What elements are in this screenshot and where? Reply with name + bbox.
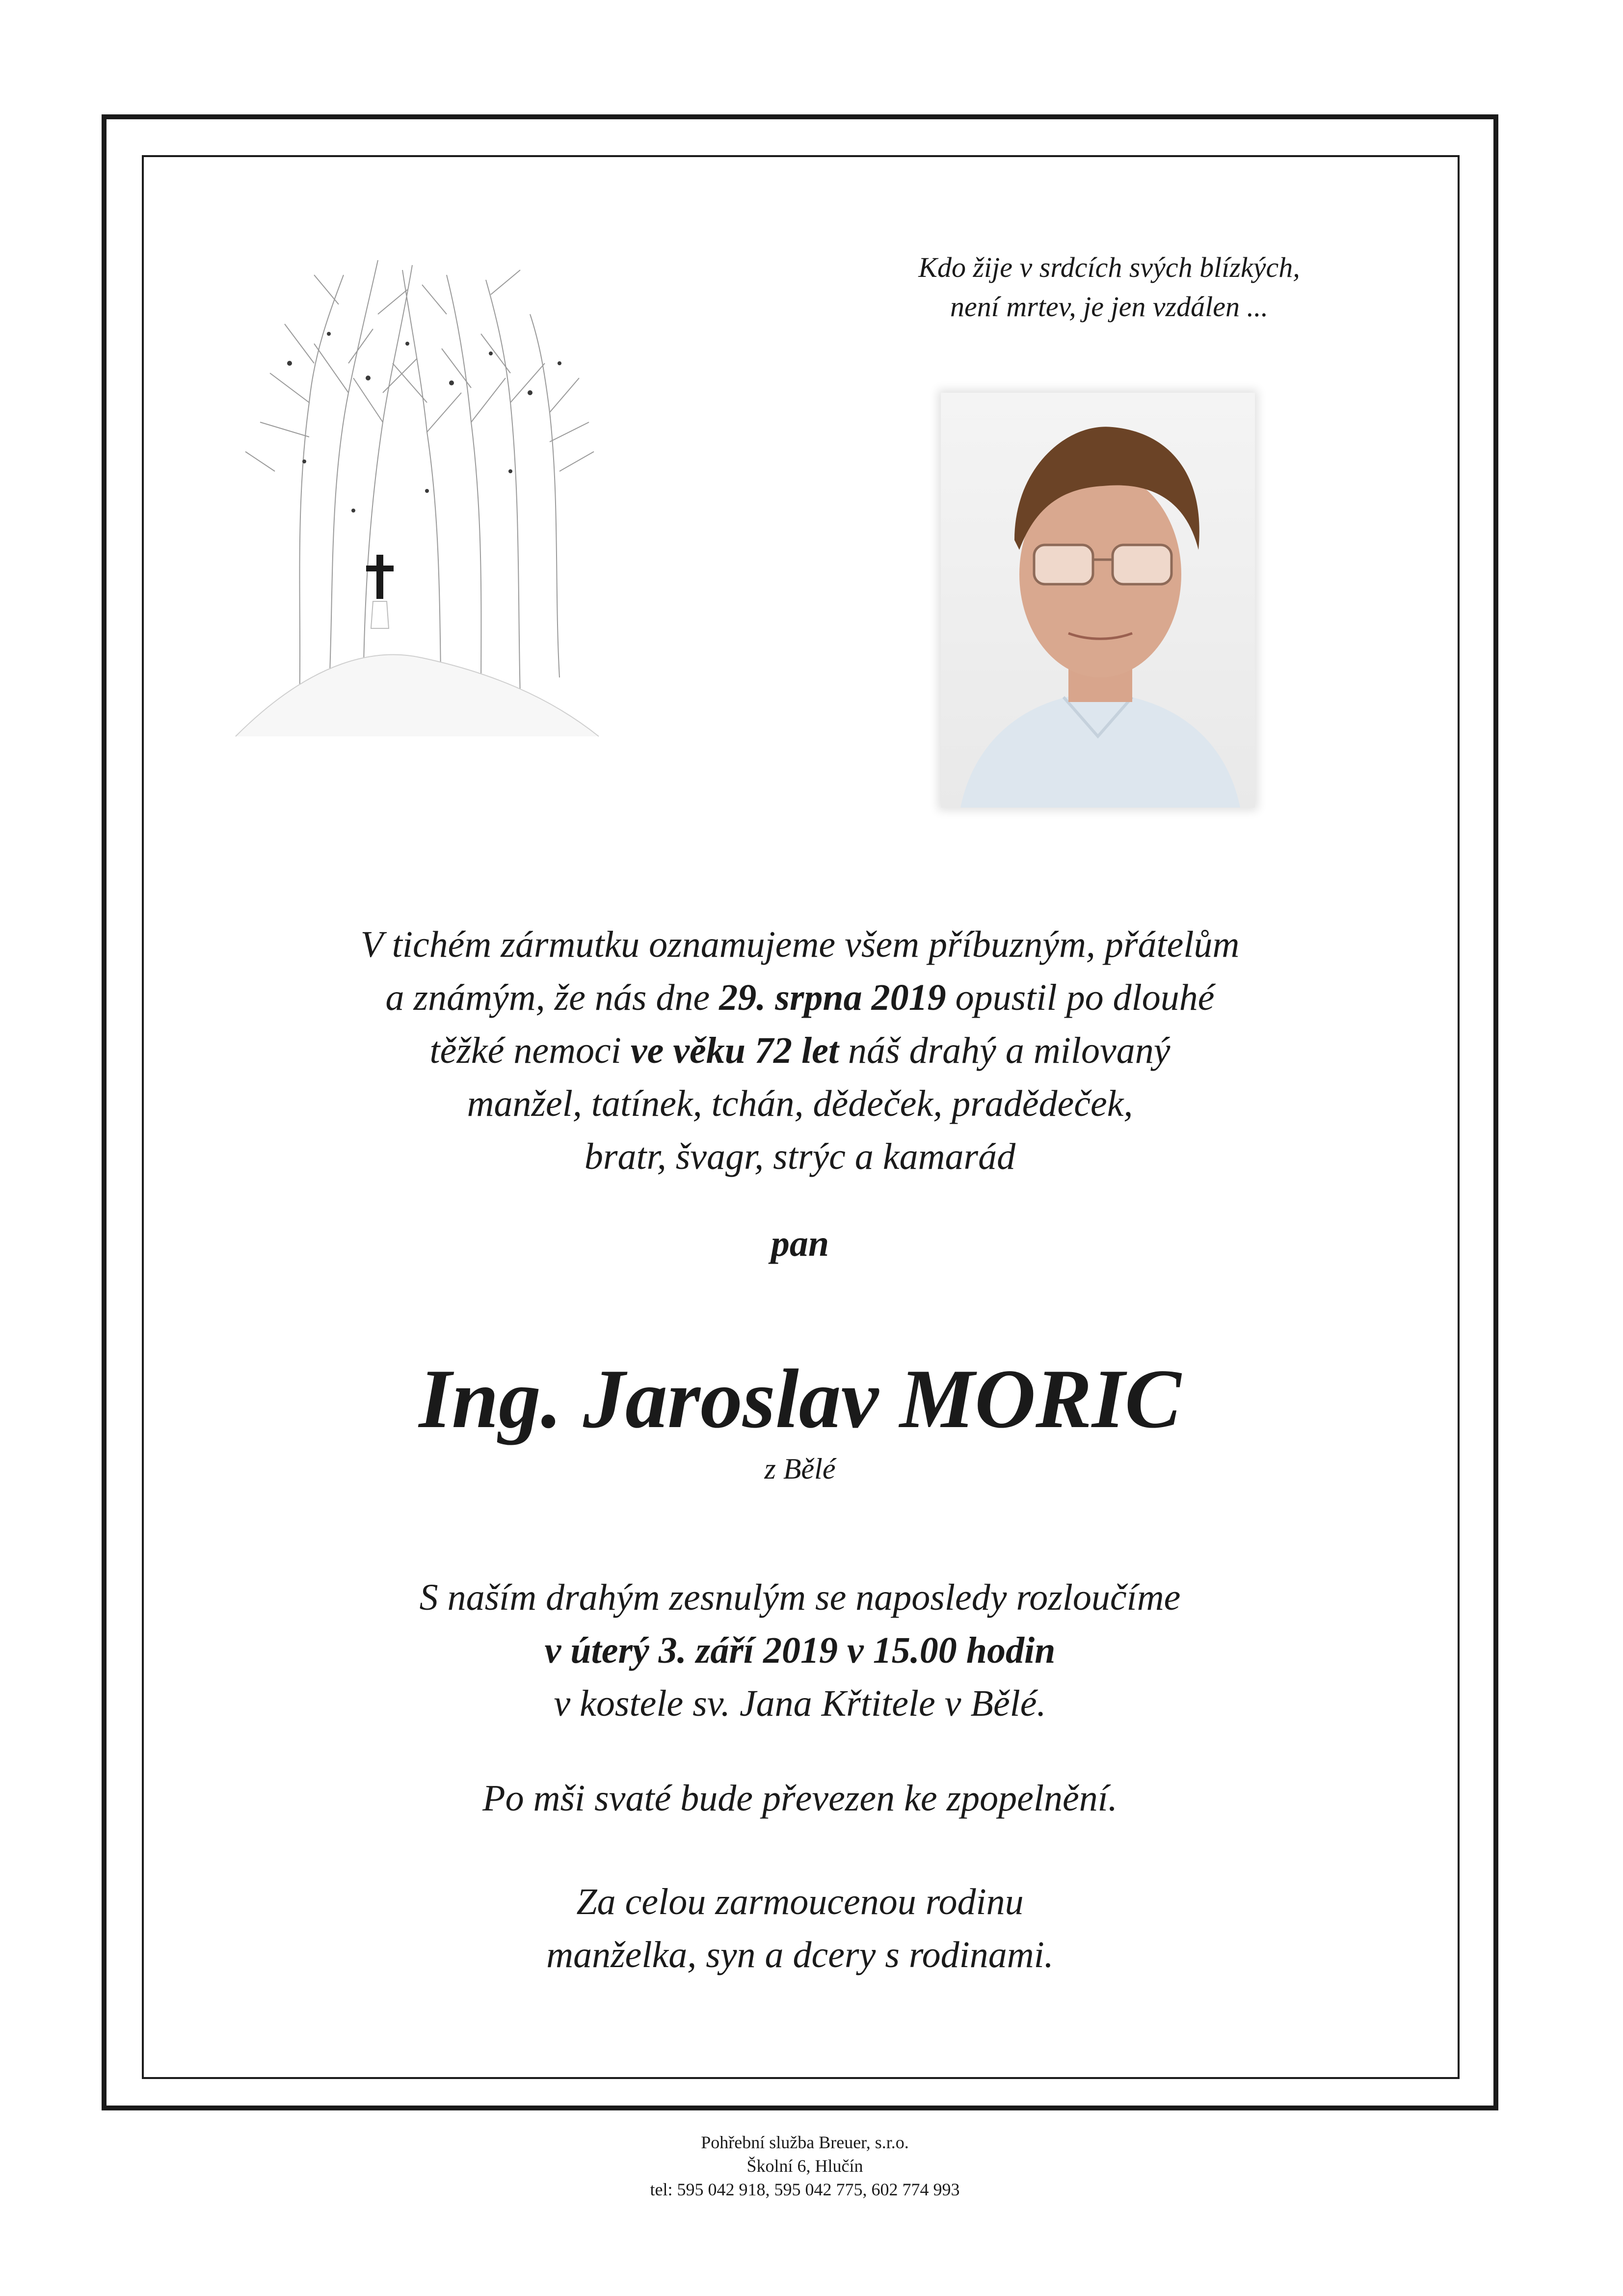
family-signature xyxy=(147,1875,1453,1981)
announcement-line-4: manžel, tatínek, tchán, dědeček, pradědeček, xyxy=(467,1083,1133,1124)
footer-address: Školní 6, Hlučín xyxy=(746,2156,863,2176)
footer-phones: tel: 595 042 918, 595 042 775, 602 774 993 xyxy=(650,2180,960,2199)
ceremony-line-1: S naším drahým zesnulým se naposledy rozloučíme xyxy=(419,1577,1181,1618)
cremation-note: Po mši svaté bude převezen ke zpopelnění. xyxy=(482,1778,1117,1819)
ceremony-location: v kostele sv. Jana Křtitele v Bělé. xyxy=(554,1683,1046,1724)
announcement-line-3: těžké nemoci ve věku 72 let náš drahý a milovaný xyxy=(429,1030,1171,1071)
deceased-origin: z Bělé xyxy=(764,1453,836,1485)
motto xyxy=(834,248,1384,326)
funeral-service-footer xyxy=(491,2131,1119,2201)
announcement-line-1: V tichém zármutku oznamujeme všem příbuzným, přátelům xyxy=(360,924,1240,965)
salutation: pan xyxy=(771,1223,829,1264)
footer-company: Pohřební služba Breuer, s.r.o. xyxy=(701,2133,909,2152)
family-line-2: manželka, syn a dcery s rodinami. xyxy=(546,1934,1054,1975)
ceremony-info xyxy=(147,1571,1453,1730)
announcement-line-5: bratr, švagr, strýc a kamarád xyxy=(584,1136,1016,1177)
age-at-death: ve věku 72 let xyxy=(630,1030,839,1071)
ceremony-date-time: v úterý 3. září 2019 v 15.00 hodin xyxy=(544,1630,1056,1671)
family-line-1: Za celou zarmoucenou rodinu xyxy=(576,1881,1024,1922)
announcement-text xyxy=(147,918,1453,1183)
date-of-death: 29. srpna 2019 xyxy=(719,977,946,1018)
deceased-name: Ing. Jaroslav MORIC xyxy=(419,1352,1181,1446)
portrait-photo xyxy=(941,393,1255,808)
trees-cross-illustration xyxy=(216,216,609,761)
cross-icon xyxy=(366,555,394,599)
motto-line-1: Kdo žije v srdcích svých blízkých, xyxy=(918,251,1300,283)
announcement-line-2: a známým, že nás dne 29. srpna 2019 opustil po dlouhé xyxy=(385,977,1215,1018)
motto-line-2: není mrtev, je jen vzdálen ... xyxy=(950,291,1268,323)
